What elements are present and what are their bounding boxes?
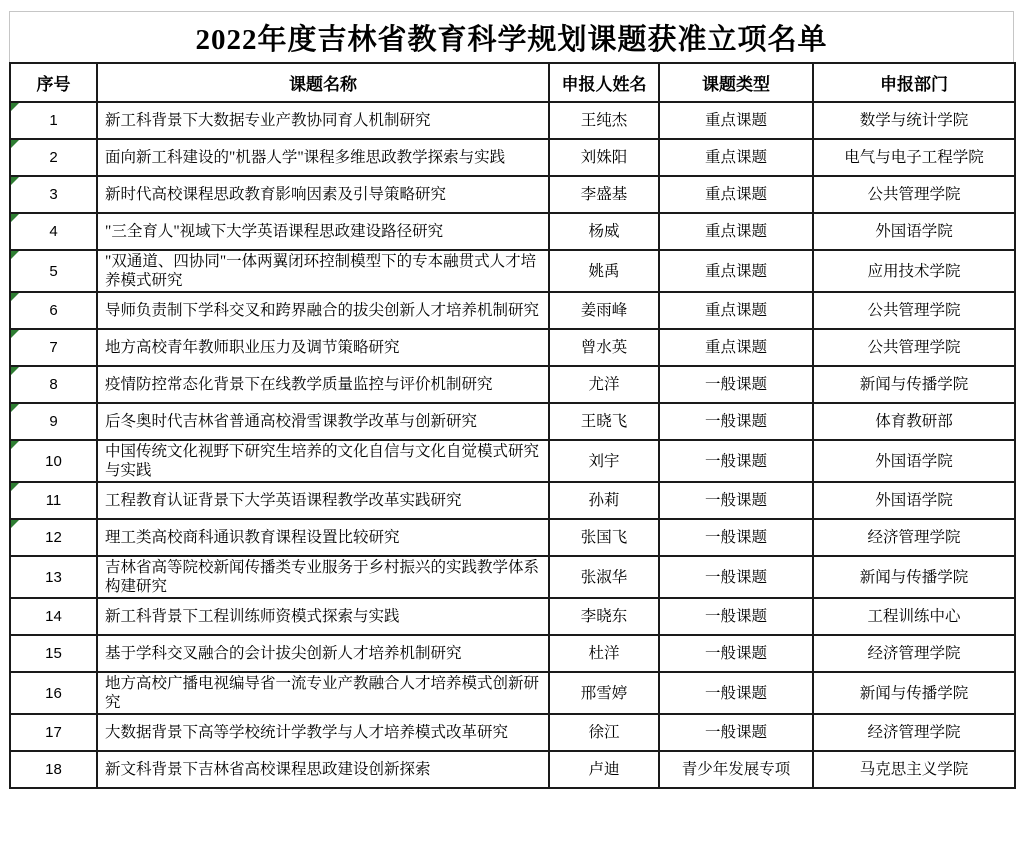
cell-department: 公共管理学院 (813, 176, 1015, 213)
projects-table (9, 62, 1016, 789)
header-serial-number: 序号 (10, 63, 97, 102)
cell-project-type: 一般课题 (659, 635, 813, 672)
table-row (10, 250, 1015, 292)
cell-project-name: 新时代高校课程思政教育影响因素及引导策略研究 (97, 176, 549, 213)
cell-department: 马克思主义学院 (813, 751, 1015, 788)
cell-applicant-name: 刘姝阳 (549, 139, 659, 176)
cell-project-name: 后冬奥时代吉林省普通高校滑雪课教学改革与创新研究 (97, 403, 549, 440)
cell-serial-number (10, 213, 97, 250)
cell-text: 11 (45, 492, 62, 509)
table-row (10, 213, 1015, 250)
cell-department: 经济管理学院 (813, 714, 1015, 751)
cell-text: 10 (45, 452, 62, 470)
cell-department: 经济管理学院 (813, 635, 1015, 672)
cell-project-name: 中国传统文化视野下研究生培养的文化自信与文化自觉模式研究与实践 (97, 440, 549, 482)
cell-serial-number (10, 329, 97, 366)
cell-project-name: "双通道、四协同"一体两翼闭环控制模型下的专本融贯式人才培养模式研究 (97, 250, 549, 292)
cell-text: 1 (49, 112, 58, 129)
cell-project-type: 一般课题 (659, 403, 813, 440)
cell-text: 7 (49, 339, 58, 356)
header-project-type: 课题类型 (659, 63, 813, 102)
cell-applicant-name: 邢雪婷 (549, 672, 659, 714)
cell-serial-number (10, 102, 97, 139)
table-row (10, 672, 1015, 714)
cell-project-name: 地方高校青年教师职业压力及调节策略研究 (97, 329, 549, 366)
cell-project-type: 重点课题 (659, 250, 813, 292)
cell-applicant-name: 曾水英 (549, 329, 659, 366)
cell-applicant-name: 杜洋 (549, 635, 659, 672)
cell-project-name: 工程教育认证背景下大学英语课程教学改革实践研究 (97, 482, 549, 519)
cell-serial-number (10, 250, 97, 292)
cell-project-name: "三全育人"视域下大学英语课程思政建设路径研究 (97, 213, 549, 250)
cell-project-name: 新文科背景下吉林省高校课程思政建设创新探索 (97, 751, 549, 788)
header-applicant-name: 申报人姓名 (549, 63, 659, 102)
cell-project-type: 重点课题 (659, 292, 813, 329)
table-row (10, 366, 1015, 403)
cell-flag-triangle-icon (11, 177, 19, 185)
cell-applicant-name: 李盛基 (549, 176, 659, 213)
cell-project-type: 重点课题 (659, 139, 813, 176)
header-row (10, 63, 1015, 102)
cell-serial-number (10, 139, 97, 176)
cell-flag-triangle-icon (11, 367, 19, 375)
cell-text: 8 (49, 376, 58, 393)
cell-serial-number (10, 176, 97, 213)
cell-department: 新闻与传播学院 (813, 556, 1015, 598)
cell-applicant-name: 杨威 (549, 213, 659, 250)
cell-project-type: 一般课题 (659, 440, 813, 482)
table-row (10, 176, 1015, 213)
cell-project-name: 新工科背景下工程训练师资模式探索与实践 (97, 598, 549, 635)
cell-flag-triangle-icon (11, 483, 19, 491)
cell-applicant-name: 徐江 (549, 714, 659, 751)
cell-flag-triangle-icon (11, 330, 19, 338)
cell-serial-number (10, 440, 97, 482)
cell-serial-number (10, 403, 97, 440)
document-title: 2022年度吉林省教育科学规划课题获准立项名单 (9, 11, 1014, 62)
cell-serial-number: 14 (10, 598, 97, 635)
cell-project-name: 大数据背景下高等学校统计学教学与人才培养模式改革研究 (97, 714, 549, 751)
cell-project-name: 地方高校广播电视编导省一流专业产教融合人才培养模式创新研究 (97, 672, 549, 714)
cell-project-name: 新工科背景下大数据专业产教协同育人机制研究 (97, 102, 549, 139)
cell-project-type: 重点课题 (659, 176, 813, 213)
cell-text: 5 (49, 262, 58, 280)
cell-project-type: 重点课题 (659, 102, 813, 139)
cell-project-type: 一般课题 (659, 482, 813, 519)
table-row (10, 598, 1015, 635)
table-row (10, 482, 1015, 519)
cell-project-type: 重点课题 (659, 213, 813, 250)
table-row (10, 714, 1015, 751)
cell-applicant-name: 王晓飞 (549, 403, 659, 440)
cell-applicant-name: 尤洋 (549, 366, 659, 403)
cell-project-name: 疫情防控常态化背景下在线教学质量监控与评价机制研究 (97, 366, 549, 403)
cell-department: 外国语学院 (813, 213, 1015, 250)
cell-project-name: 理工类高校商科通识教育课程设置比较研究 (97, 519, 549, 556)
cell-text: 2 (49, 149, 58, 166)
cell-serial-number (10, 519, 97, 556)
cell-flag-triangle-icon (11, 293, 19, 301)
cell-applicant-name: 刘宇 (549, 440, 659, 482)
cell-flag-triangle-icon (11, 404, 19, 412)
cell-department: 公共管理学院 (813, 329, 1015, 366)
cell-text: 6 (49, 302, 58, 319)
cell-flag-triangle-icon (11, 103, 19, 111)
cell-serial-number: 15 (10, 635, 97, 672)
cell-project-type: 一般课题 (659, 556, 813, 598)
cell-department: 新闻与传播学院 (813, 672, 1015, 714)
cell-text: 9 (49, 413, 58, 430)
cell-project-type: 一般课题 (659, 714, 813, 751)
header-department: 申报部门 (813, 63, 1015, 102)
cell-applicant-name: 姜雨峰 (549, 292, 659, 329)
cell-serial-number (10, 482, 97, 519)
table-row (10, 519, 1015, 556)
table-row (10, 556, 1015, 598)
header-project-name: 课题名称 (97, 63, 549, 102)
cell-department: 经济管理学院 (813, 519, 1015, 556)
cell-applicant-name: 孙莉 (549, 482, 659, 519)
cell-applicant-name: 卢迪 (549, 751, 659, 788)
cell-serial-number: 13 (10, 556, 97, 598)
table-row (10, 329, 1015, 366)
cell-flag-triangle-icon (11, 251, 19, 259)
cell-serial-number: 18 (10, 751, 97, 788)
cell-department: 工程训练中心 (813, 598, 1015, 635)
cell-serial-number (10, 366, 97, 403)
table-row (10, 751, 1015, 788)
cell-serial-number: 16 (10, 672, 97, 714)
table-row (10, 292, 1015, 329)
cell-department: 电气与电子工程学院 (813, 139, 1015, 176)
cell-text: 12 (45, 529, 62, 546)
cell-flag-triangle-icon (11, 441, 19, 449)
cell-project-name: 吉林省高等院校新闻传播类专业服务于乡村振兴的实践教学体系构建研究 (97, 556, 549, 598)
cell-applicant-name: 王纯杰 (549, 102, 659, 139)
table-row (10, 635, 1015, 672)
cell-flag-triangle-icon (11, 140, 19, 148)
cell-flag-triangle-icon (11, 214, 19, 222)
cell-applicant-name: 张国飞 (549, 519, 659, 556)
cell-project-name: 导师负责制下学科交叉和跨界融合的拔尖创新人才培养机制研究 (97, 292, 549, 329)
cell-project-type: 一般课题 (659, 598, 813, 635)
cell-project-type: 重点课题 (659, 329, 813, 366)
cell-flag-triangle-icon (11, 520, 19, 528)
cell-project-type: 一般课题 (659, 672, 813, 714)
cell-text: 4 (49, 223, 58, 240)
table-row (10, 102, 1015, 139)
cell-serial-number (10, 292, 97, 329)
cell-department: 外国语学院 (813, 440, 1015, 482)
cell-project-type: 青少年发展专项 (659, 751, 813, 788)
cell-project-type: 一般课题 (659, 519, 813, 556)
cell-project-name: 基于学科交叉融合的会计拔尖创新人才培养机制研究 (97, 635, 549, 672)
spreadsheet-area (9, 11, 1014, 789)
cell-department: 公共管理学院 (813, 292, 1015, 329)
table-row (10, 139, 1015, 176)
cell-department: 新闻与传播学院 (813, 366, 1015, 403)
cell-project-name: 面向新工科建设的"机器人学"课程多维思政教学探索与实践 (97, 139, 549, 176)
cell-department: 体育教研部 (813, 403, 1015, 440)
cell-department: 应用技术学院 (813, 250, 1015, 292)
cell-applicant-name: 张淑华 (549, 556, 659, 598)
cell-serial-number: 17 (10, 714, 97, 751)
cell-department: 数学与统计学院 (813, 102, 1015, 139)
cell-text: 3 (49, 186, 58, 203)
table-row (10, 440, 1015, 482)
table-row (10, 403, 1015, 440)
cell-project-type: 一般课题 (659, 366, 813, 403)
cell-department: 外国语学院 (813, 482, 1015, 519)
cell-applicant-name: 姚禹 (549, 250, 659, 292)
cell-applicant-name: 李晓东 (549, 598, 659, 635)
